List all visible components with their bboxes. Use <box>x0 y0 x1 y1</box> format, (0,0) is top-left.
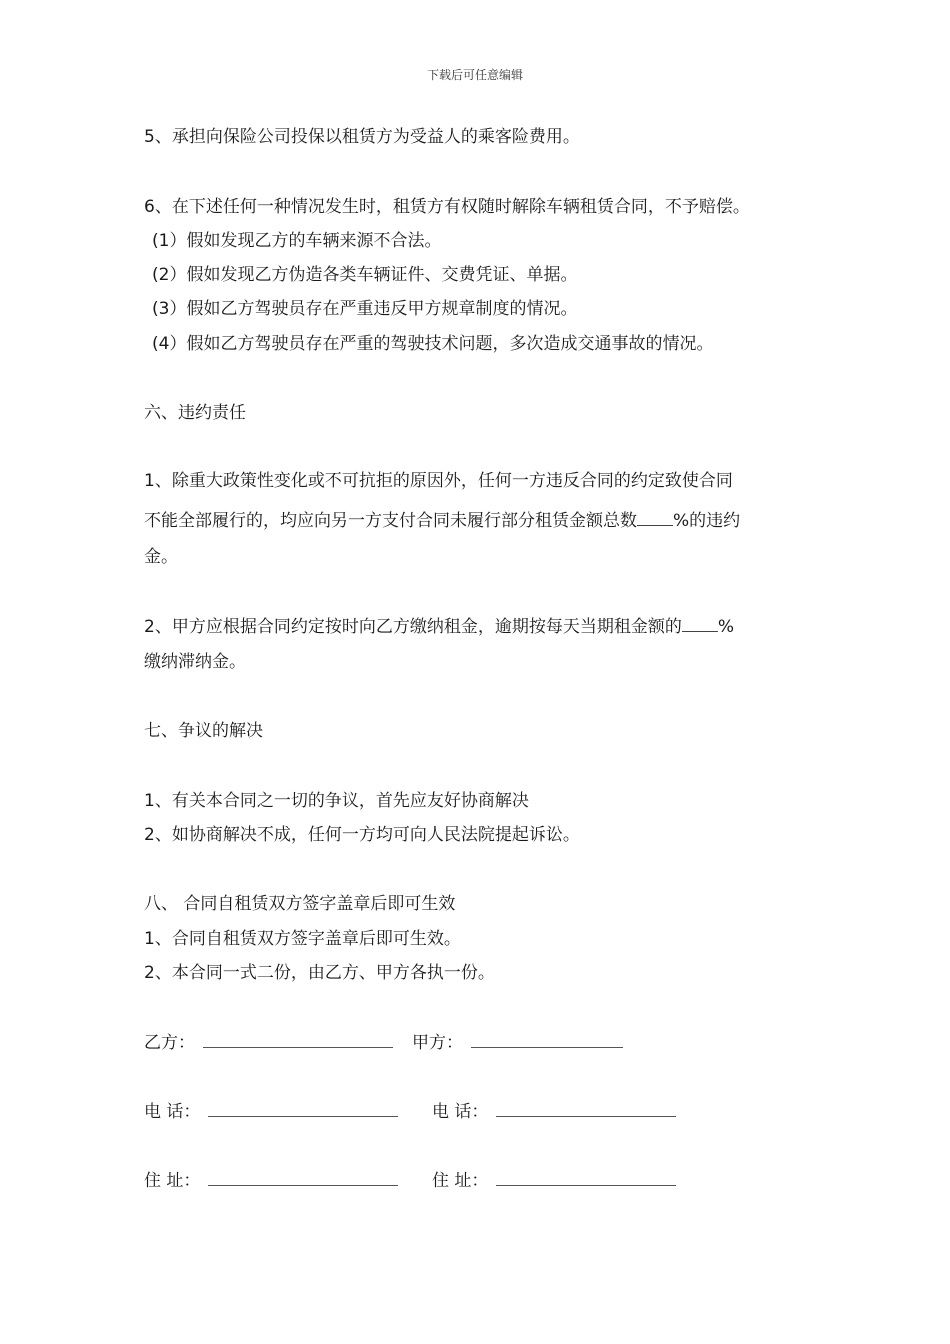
party-b-label: 乙方： <box>144 1033 195 1053</box>
clause-6: 6、在下述任何一种情况发生时，租赁方有权随时解除车辆租赁合同，不予赔偿。 <box>144 197 750 217</box>
page-header: 下载后可任意编辑 <box>426 68 523 82</box>
section-6-clause-2-line-1 <box>144 615 734 638</box>
clause-6-item-3: (3）假如乙方驾驶员存在严重违反甲方规章制度的情况。 <box>152 299 578 319</box>
clause-6-item-4: (4）假如乙方驾驶员存在严重的驾驶技术问题，多次造成交通事故的情况。 <box>152 334 714 354</box>
phone-a-label: 电 话： <box>432 1102 489 1122</box>
party-b-phone <box>144 1100 398 1123</box>
party-b-signature <box>144 1031 393 1054</box>
section-6-clause-1-line-1: 1、除重大政策性变化或不可抗拒的原因外，任何一方违反合同的约定致使合同 <box>144 471 733 491</box>
section-8-clause-2: 2、本合同一式二份，由乙方、甲方各执一份。 <box>144 963 495 983</box>
party-a-phone <box>432 1100 676 1123</box>
addr-a-field[interactable] <box>496 1169 676 1186</box>
clause-6-item-1: (1）假如发现乙方的车辆来源不合法。 <box>152 231 442 251</box>
clause-text-tail: % <box>717 617 734 637</box>
percent-blank[interactable] <box>637 509 673 526</box>
section-8-clause-1: 1、合同自租赁双方签字盖章后即可生效。 <box>144 929 461 949</box>
party-a-address <box>432 1169 676 1192</box>
addr-b-field[interactable] <box>208 1169 398 1186</box>
party-a-signature <box>412 1031 623 1054</box>
clause-text: 2、甲方应根据合同约定按时向乙方缴纳租金，逾期按每天当期租金额的 <box>144 617 682 637</box>
clause-5: 5、承担向保险公司投保以租赁方为受益人的乘客险费用。 <box>144 127 580 147</box>
section-8-heading: 八、 合同自租赁双方签字盖章后即可生效 <box>144 894 456 914</box>
clause-6-item-2: (2）假如发现乙方伪造各类车辆证件、交费凭证、单据。 <box>152 265 578 285</box>
party-a-label: 甲方： <box>412 1033 463 1053</box>
section-7-heading: 七、争议的解决 <box>144 721 263 741</box>
addr-a-label: 住 址： <box>432 1171 489 1191</box>
addr-b-label: 住 址： <box>144 1171 201 1191</box>
clause-text-tail: %的违约 <box>673 511 741 531</box>
section-7-clause-1: 1、有关本合同之一切的争议，首先应友好协商解决 <box>144 791 529 811</box>
phone-a-field[interactable] <box>496 1100 676 1117</box>
phone-b-label: 电 话： <box>144 1102 201 1122</box>
party-b-address <box>144 1169 398 1192</box>
party-a-field[interactable] <box>471 1031 623 1048</box>
phone-b-field[interactable] <box>208 1100 398 1117</box>
section-6-clause-1-line-2 <box>144 509 740 532</box>
percent-blank[interactable] <box>682 615 718 632</box>
section-7-clause-2: 2、如协商解决不成，任何一方均可向人民法院提起诉讼。 <box>144 825 580 845</box>
section-6-heading: 六、违约责任 <box>144 403 246 423</box>
party-b-field[interactable] <box>203 1031 393 1048</box>
section-6-clause-1-line-3: 金。 <box>144 547 178 567</box>
clause-text: 不能全部履行的，均应向另一方支付合同未履行部分租赁金额总数 <box>144 511 637 531</box>
section-6-clause-2-line-2: 缴纳滞纳金。 <box>144 652 246 672</box>
